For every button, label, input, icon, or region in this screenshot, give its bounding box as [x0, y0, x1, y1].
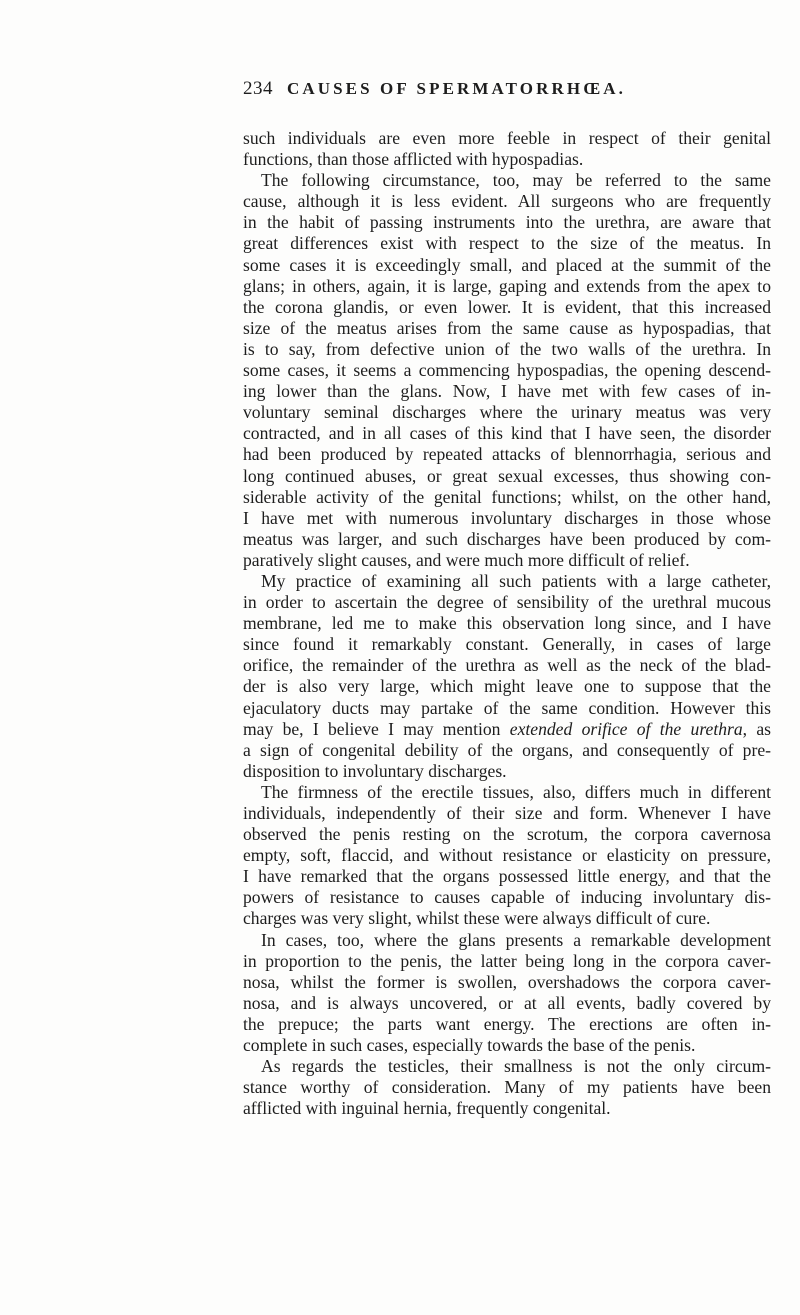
chapter-title: CAUSES OF SPERMATORRHŒA.	[287, 79, 627, 98]
text-line: size of the meatus arises from the same cause as hypospadias, that	[243, 317, 771, 338]
text-line-start: may be, I believe I may mention	[243, 718, 510, 739]
text-line: ing lower than the glans. Now, I have met with few cases of in-	[243, 381, 771, 402]
text-line: I have met with numerous involuntary discharges in those whose	[243, 507, 771, 528]
text-line: The firmness of the erectile tissues, also, differs much in different	[261, 781, 771, 802]
text-line: As regards the testicles, their smallness is not the only circum-	[261, 1056, 771, 1077]
text-line: voluntary seminal discharges where the urinary meatus was very	[243, 402, 771, 423]
text-line: observed the penis resting on the scrotum, the corpora cavernosa	[243, 824, 771, 845]
text-line: afflicted with inguinal hernia, frequently congenital.	[243, 1098, 611, 1119]
text-line: nosa, and is always uncovered, or at all events, badly covered by	[243, 992, 771, 1013]
text-line: charges was very slight, whilst these were always difficult of cure.	[243, 908, 711, 929]
text-line	[243, 719, 771, 740]
text-line: empty, soft, flaccid, and without resistance or elasticity on pressure,	[243, 845, 771, 866]
text-line: glans; in others, again, it is large, gaping and extends from the apex to	[243, 275, 771, 296]
running-head	[243, 73, 763, 105]
text-line: great differences exist with respect to the size of the meatus. In	[243, 233, 771, 254]
text-line: membrane, led me to make this observation long since, and I have	[243, 613, 771, 634]
text-line: in proportion to the penis, the latter being long in the corpora caver-	[243, 950, 771, 971]
text-line: cause, although it is less evident. All surgeons who are frequently	[243, 191, 771, 212]
text-line: such individuals are even more feeble in respect of their genital	[243, 128, 771, 148]
text-line: der is also very large, which might leave one to suppose that the	[243, 676, 771, 697]
text-line: functions, than those afflicted with hypospadias.	[243, 149, 584, 170]
text-line: meatus was larger, and such discharges have been produced by com-	[243, 528, 771, 549]
text-line: the prepuce; the parts want energy. The erections are often in-	[243, 1013, 771, 1034]
text-line: complete in such cases, especially towards the base of the penis.	[243, 1035, 696, 1056]
text-line: some cases it is exceedingly small, and placed at the summit of the	[243, 254, 771, 275]
text-line: long continued abuses, or great sexual excesses, thus showing con-	[243, 465, 771, 486]
text-line: In cases, too, where the glans presents a remarkable development	[261, 929, 771, 950]
text-line: a sign of congenital debility of the organs, and consequently of pre-	[243, 739, 771, 760]
text-line: My practice of examining all such patients with a large catheter,	[261, 570, 771, 591]
body-text	[243, 128, 771, 1119]
text-line: the corona glandis, or even lower. It is evident, that this increased	[243, 296, 771, 317]
text-line: disposition to involuntary discharges.	[243, 760, 507, 781]
text-line: stance worthy of consideration. Many of my patients have been	[243, 1077, 771, 1098]
text-line: since found it remarkably constant. Generally, in cases of large	[243, 634, 771, 655]
text-line: siderable activity of the genital functions; whilst, on the other hand,	[243, 486, 771, 507]
italic-phrase: extended orifice of the urethra	[509, 718, 743, 739]
text-line: had been produced by repeated attacks of blennorrhagia, serious and	[243, 444, 771, 465]
text-line: powers of resistance to causes capable of inducing involuntary dis-	[243, 887, 771, 908]
text-line-end: , as	[742, 718, 771, 739]
text-line: ejaculatory ducts may partake of the same condition. However this	[243, 697, 771, 718]
text-line: in order to ascertain the degree of sensibility of the urethral mucous	[243, 592, 771, 613]
text-line: paratively slight causes, and were much more difficult of relief.	[243, 549, 690, 570]
text-line: in the habit of passing instruments into the urethra, are aware that	[243, 212, 771, 233]
text-line: some cases, it seems a commencing hypospadias, the opening descend-	[243, 360, 771, 381]
text-line: is to say, from defective union of the two walls of the urethra. In	[243, 338, 771, 359]
text-line: contracted, and in all cases of this kind that I have seen, the disorder	[243, 423, 771, 444]
text-line: nosa, whilst the former is swollen, overshadows the corpora caver-	[243, 971, 771, 992]
text-line: The following circumstance, too, may be referred to the same	[261, 170, 771, 191]
page-number: 234	[243, 78, 273, 99]
text-line: individuals, independently of their size and form. Whenever I have	[243, 803, 771, 823]
text-line: orifice, the remainder of the urethra as well as the neck of the blad-	[243, 655, 771, 676]
text-line: I have remarked that the organs possessed little energy, and that the	[243, 866, 771, 887]
